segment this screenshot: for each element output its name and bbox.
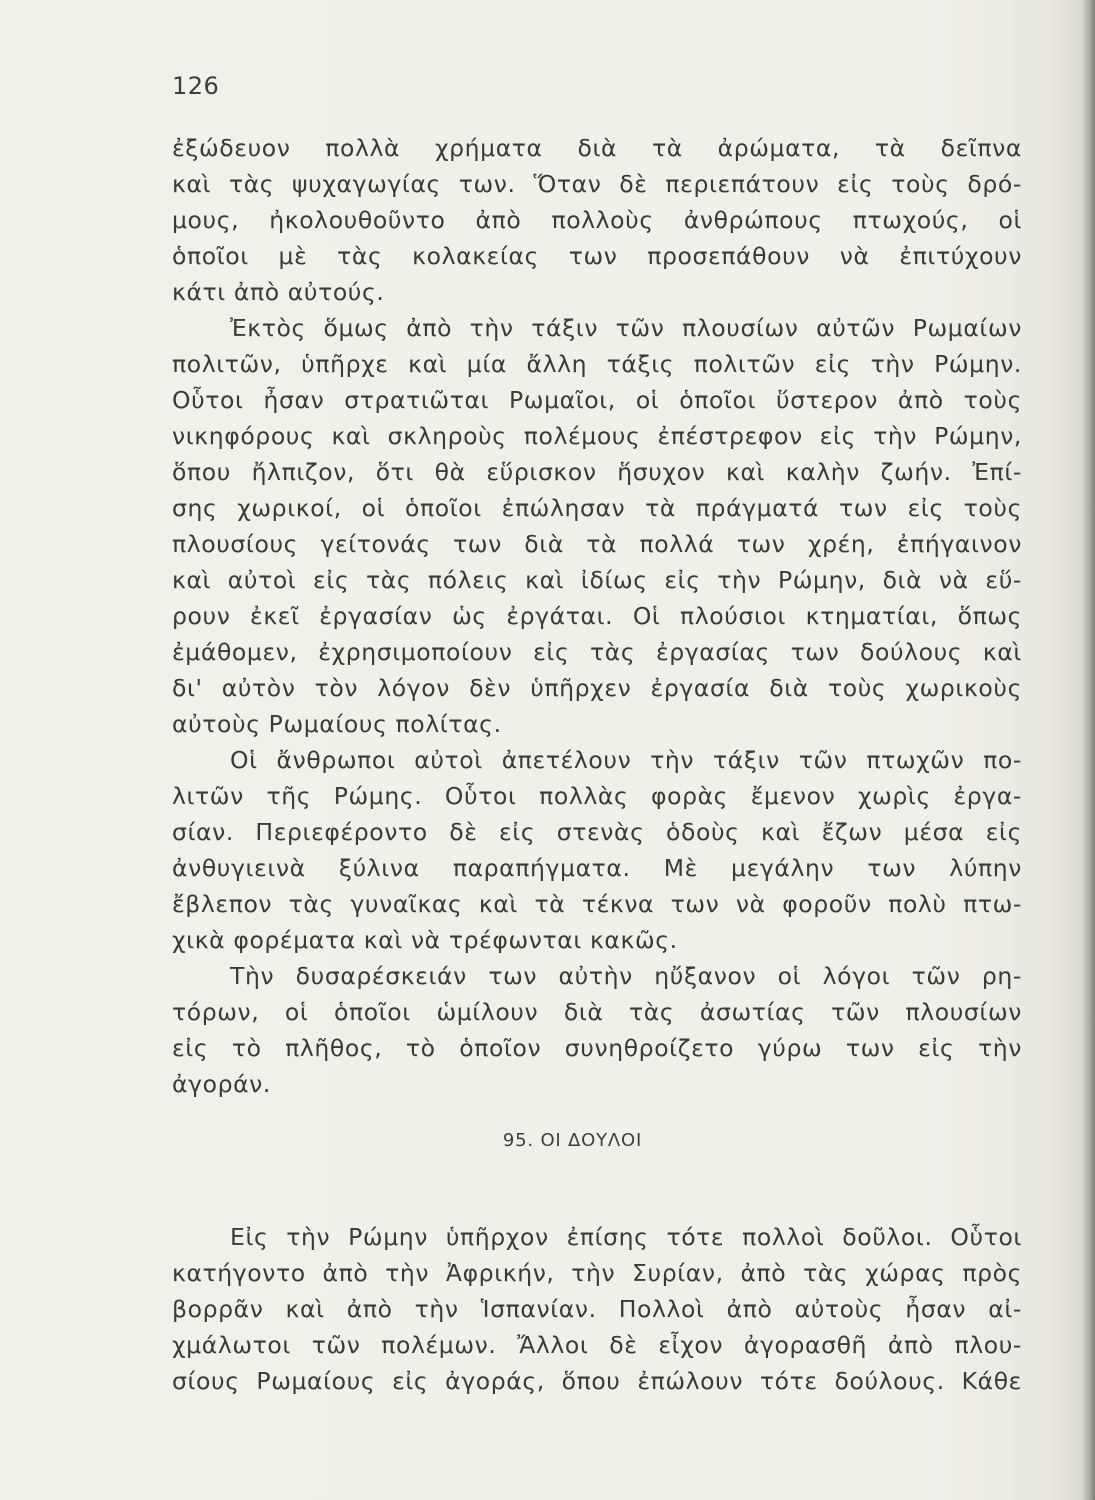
text-line: σης χωρικοί, οἱ ὁποῖοι ἐπώλησαν τὰ πράγματά των εἰς τοὺς <box>172 494 1022 522</box>
text-line: Ἐκτὸς ὅμως ἀπὸ τὴν τάξιν τῶν πλουσίων αὐτῶν Ρωμαίων <box>230 314 1022 342</box>
text-line: ἔβλεπον τὰς γυναῖκας καὶ τὰ τέκνα των νὰ φοροῦν πολὺ πτω- <box>172 890 1022 918</box>
text-line: σίαν. Περιεφέροντο δὲ εἰς στενὰς ὁδοὺς καὶ ἔζων μέσα εἰς <box>172 818 1022 846</box>
text-line: βορρᾶν καὶ ἀπὸ τὴν Ἱσπανίαν. Πολλοὶ ἀπὸ αὐτοὺς ἦσαν αἰ- <box>172 1295 1022 1323</box>
binding-edge-shadow <box>1081 0 1095 1500</box>
text-line: καὶ αὐτοὶ εἰς τὰς πόλεις καὶ ἰδίως εἰς τὴν Ρώμην, διὰ νὰ εὕ- <box>172 566 1022 594</box>
text-line: ἐμάθομεν, ἐχρησιμοποίουν εἰς τὰς ἐργασίας των δούλους καὶ <box>172 638 1022 666</box>
text-line: ἀγοράν. <box>172 1070 271 1098</box>
text-line: πολιτῶν, ὑπῆρχε καὶ μία ἄλλη τάξις πολιτῶν εἰς τὴν Ρώμην. <box>172 350 1022 378</box>
text-line: εἰς τὸ πλῆθος, τὸ ὁποῖον συνηθροίζετο γύρω των εἰς τὴν <box>172 1034 1022 1062</box>
text-line: Τὴν δυσαρέσκειάν των αὐτὴν ηὔξανον οἱ λόγοι τῶν ρη- <box>230 962 1022 990</box>
text-line: μους, ἠκολουθοῦντο ἀπὸ πολλοὺς ἀνθρώπους πτωχούς, οἱ <box>172 206 1022 234</box>
text-line: Εἰς τὴν Ρώμην ὑπῆρχον ἐπίσης τότε πολλοὶ δοῦλοι. Οὗτοι <box>230 1223 1022 1251</box>
text-line: ὅπου ἤλπιζον, ὅτι θὰ εὕρισκον ἥσυχον καὶ καλὴν ζωήν. Ἐπί- <box>172 458 1022 486</box>
body-text-after-heading <box>172 1219 1022 1399</box>
text-line: νικηφόρους καὶ σκληροὺς πολέμους ἐπέστρεφον εἰς τὴν Ρώμην, <box>172 422 1022 450</box>
text-line: πλουσίους γείτονάς των διὰ τὰ πολλά των χρέη, ἐπήγαινον <box>172 530 1022 558</box>
text-line: ρουν ἐκεῖ ἐργασίαν ὡς ἐργάται. Οἱ πλούσιοι κτηματίαι, ὅπως <box>172 602 1022 630</box>
text-line: ἐξώδευον πολλὰ χρήματα διὰ τὰ ἀρώματα, τὰ δεῖπνα <box>172 134 1022 162</box>
text-line: δι' αὐτὸν τὸν λόγον δὲν ὑπῆρχεν ἐργασία διὰ τοὺς χωρικοὺς <box>172 674 1022 702</box>
text-line: καὶ τὰς ψυχαγωγίας των. Ὅταν δὲ περιεπάτουν εἰς τοὺς δρό- <box>172 170 1022 198</box>
section-heading <box>0 1130 1095 1151</box>
body-text-before-heading <box>172 130 1022 1102</box>
text-line: λιτῶν τῆς Ρώμης. Οὗτοι πολλὰς φορὰς ἔμενον χωρὶς ἐργα- <box>172 782 1022 810</box>
text-line: ὁποῖοι μὲ τὰς κολακείας των προσεπάθουν νὰ ἐπιτύχουν <box>172 242 1022 270</box>
text-line: σίους Ρωμαίους εἰς ἀγοράς, ὅπου ἐπώλουν τότε δούλους. Κάθε <box>172 1367 1022 1395</box>
text-line: χμάλωτοι τῶν πολέμων. Ἄλλοι δὲ εἶχον ἀγορασθῆ ἀπὸ πλου- <box>172 1331 1022 1359</box>
page-number: 126 <box>172 72 220 100</box>
text-line: αὐτοὺς Ρωμαίους πολίτας. <box>172 710 502 738</box>
text-line: Οὗτοι ἦσαν στρατιῶται Ρωμαῖοι, οἱ ὁποῖοι ὕστερον ἀπὸ τοὺς <box>172 386 1022 414</box>
text-line: τόρων, οἱ ὁποῖοι ὡμίλουν διὰ τὰς ἀσωτίας τῶν πλουσίων <box>172 998 1022 1026</box>
text-line: Οἱ ἄνθρωποι αὐτοὶ ἀπετέλουν τὴν τάξιν τῶν πτωχῶν πο- <box>230 746 1022 774</box>
section-heading-text: 95. ΟΙ ΔΟΥΛΟΙ <box>502 1130 643 1151</box>
text-line: κάτι ἀπὸ αὐτούς. <box>172 278 385 306</box>
text-line: χικὰ φορέματα καὶ νὰ τρέφωνται κακῶς. <box>172 926 678 954</box>
text-line: ἀνθυγιεινὰ ξύλινα παραπήγματα. Μὲ μεγάλην των λύπην <box>172 854 1022 882</box>
text-line: κατήγοντο ἀπὸ τὴν Ἀφρικήν, τὴν Συρίαν, ἀπὸ τὰς χώρας πρὸς <box>172 1259 1022 1287</box>
